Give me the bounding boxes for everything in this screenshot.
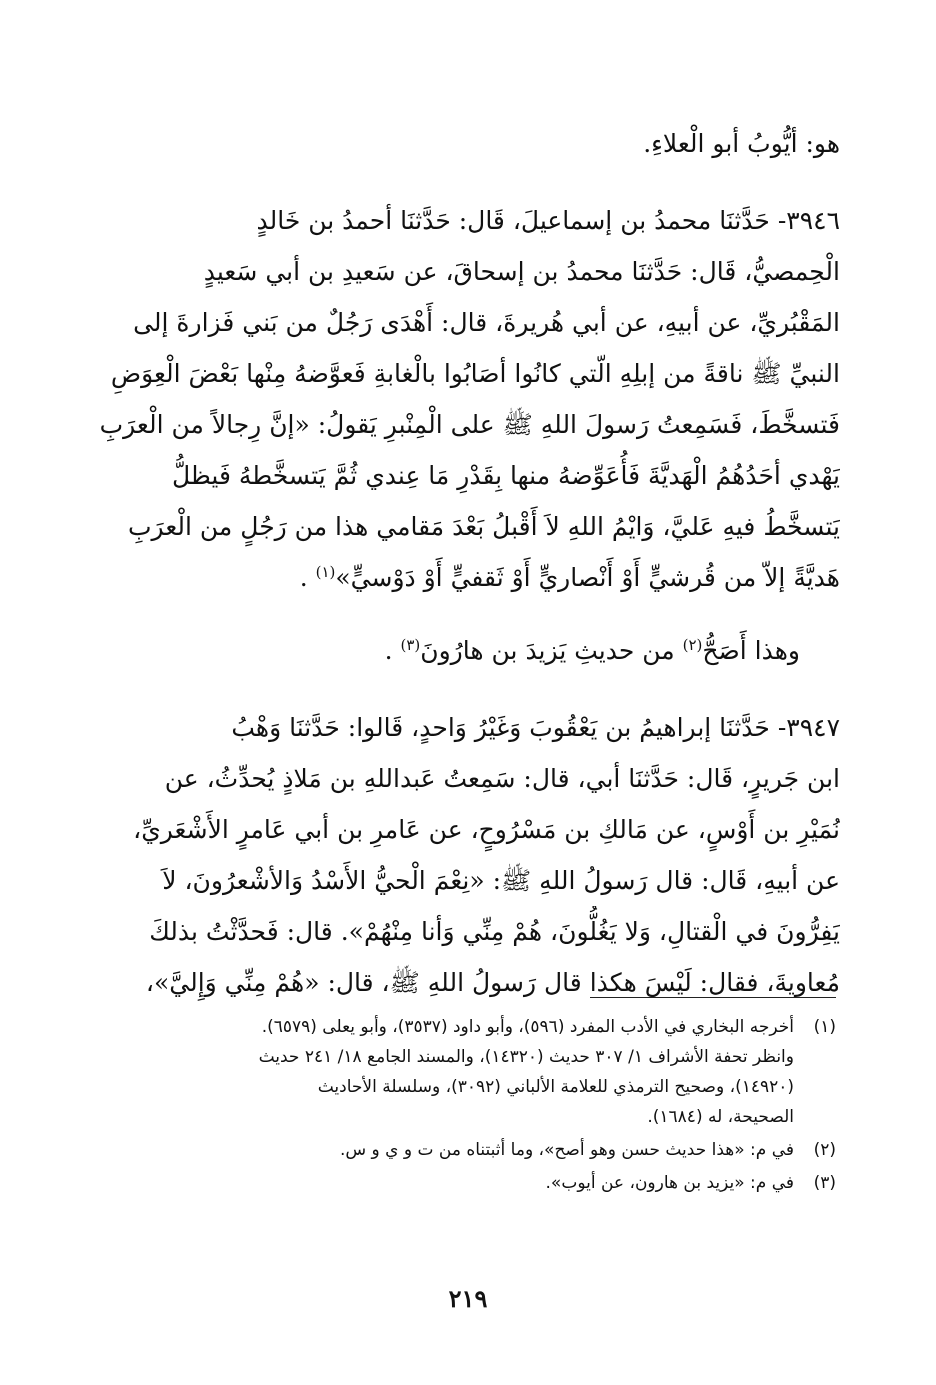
footnote-number: (٢) — [813, 1140, 836, 1160]
footnote-line: وانظر تحفة الأشراف ١/ ٣٠٧ حديث (١٤٣٢٠)، والمسند الجامع ١٨/ ٢٤١ حديث — [258, 1047, 794, 1067]
hadith-3946-last-line — [96, 552, 840, 603]
hadith-3946-line: ٣٩٤٦- حَدَّثنَا محمدُ بن إسماعيلَ، قَال: حَدَّثنَا أحمدُ بن خَالدٍ — [256, 206, 840, 235]
hadith-3946-line: الْحِمصيُّ، قَال: حَدَّثنَا محمدُ بن إسحاقَ، عن سَعيدِ بن أبي سَعيدٍ — [203, 257, 840, 286]
footnote-line: الصحيحة، له (١٦٨٤). — [647, 1107, 794, 1127]
line-end-punct: . — [299, 563, 316, 592]
hadith-3946-line: النبيِّ ﷺ ناقةً من إبلِهِ الّتي كانُوا أصَابُوا بالْغابةِ فَعوَّضهُ مِنْها بَعْضَ الْعِوَضِ — [110, 359, 840, 388]
footnote-line: في م: «يزيد بن هارون، عن أيوب». — [545, 1173, 794, 1193]
footnote-number: (٣) — [813, 1173, 836, 1193]
footnote-body — [96, 1168, 794, 1198]
hadith-3947-line: ابن جَريرٍ، قَال: حَدَّثنَا أبي، قال: سَمِعتُ عَبداللهِ بن مَلاذٍ يُحدِّثُ، عن — [164, 764, 840, 793]
intro-line: هو: أيُّوبُ أبو الْعلاءِ. — [643, 129, 840, 158]
main-text-block — [96, 118, 840, 1008]
intro-paragraph — [96, 118, 840, 169]
footnotes-block — [96, 1012, 836, 1201]
footnote-line: (١٤٩٢٠)، وصحيح الترمذي للعلامة الألباني (٣٠٩٢)، وسلسلة الأحاديث — [317, 1077, 794, 1097]
hadith-3947-line: ٣٩٤٧- حَدَّثنَا إبراهيمُ بن يَعْقُوبَ وَغَيْرُ وَاحدٍ، قَالوا: حَدَّثنَا وَهْبُ — [231, 713, 840, 742]
footnote-1 — [96, 1012, 836, 1132]
footnote-2 — [96, 1135, 836, 1165]
hadith-3946-line: يَهْدي أحَدُهُمُ الْهَديَّةَ فَأُعَوِّضهُ منها بِقَدْرِ مَا عِندي ثُمَّ يَتسخَّطهُ فَيظلُّ — [171, 461, 840, 490]
hadith-3947-line: مُعاويةَ، فقال: لَيْسَ هكذا قال رَسولُ اللهِ ﷺ، قال: «هُمْ مِنِّي وَإِليَّ»، — [145, 968, 840, 997]
footnote-marker-1: (١) — [315, 563, 336, 581]
paragraph-gap — [96, 603, 840, 625]
hadith-3947-line: عن أبيهِ، قَال: قال رَسولُ اللهِ ﷺ: «نِعْمَ الْحيُّ الأَسْدُ وَالأشْعرُونَ، لاَ — [162, 866, 840, 895]
footnote-line: أخرجه البخاري في الأدب المفرد (٥٩٦)، وأبو داود (٣٥٣٧)، وأبو يعلى (٦٥٧٩). — [261, 1017, 794, 1037]
paragraph-gap — [96, 169, 840, 195]
authenticity-note-line — [96, 625, 800, 676]
footnote-number: (١) — [813, 1017, 836, 1037]
footnote-marker-2: (٢) — [682, 636, 703, 654]
authenticity-note — [96, 625, 840, 676]
note-prefix: وهذا أَصَحُّ — [702, 636, 800, 665]
footnote-body — [96, 1135, 794, 1165]
hadith-3946-line: يَتسخَّطُ فيهِ عَليَّ، وَايْمُ اللهِ لاَ أَقْبلُ بَعْدَ مَقامي هذا من رَجُلٍ من الْعرَبِ — [128, 512, 840, 541]
footnote-divider — [590, 997, 836, 998]
footnote-line: في م: «هذا حديث حسن وهو أصح»، وما أثبتناه من ت و ي و س. — [339, 1140, 794, 1160]
note-middle: من حديثِ يَزيدَ بن هارُونَ — [420, 636, 683, 665]
footnote-3 — [96, 1168, 836, 1198]
footnote-marker-3: (٣) — [400, 636, 421, 654]
hadith-3947 — [96, 702, 840, 1008]
hadith-3946-line-text: هَديَّةً إلاّ من قُرشيٍّ أَوْ أَنْصاريٍّ أَوْ ثَقفيٍّ أَوْ دَوْسيٍّ» — [335, 563, 840, 592]
note-end: . — [384, 636, 401, 665]
footnote-body — [96, 1012, 794, 1132]
page-number: ٢١٩ — [448, 1284, 488, 1313]
hadith-3947-line: نُمَيْرِ بن أَوْسٍ، عن مَالكِ بن مَسْرُوحٍ، عن عَامرِ بن أبي عَامرٍ الأَشْعَريِّ، — [133, 815, 840, 844]
hadith-3946 — [96, 195, 840, 603]
hadith-3946-line: فَتسخَّطَ، فَسَمِعتُ رَسولَ اللهِ ﷺ على الْمِنْبرِ يَقولُ: «إنَّ رِجالاً من الْعرَبِ — [99, 410, 840, 439]
paragraph-gap — [96, 676, 840, 702]
hadith-3947-line: يَفِرُّونَ في الْقتالِ، وَلا يَغُلُّونَ، هُمْ مِنِّي وَأنا مِنْهُمْ». قال: فَحدَّثْتُ بذلكَ — [149, 917, 840, 946]
hadith-3946-line: المَقْبُريِّ، عن أبيهِ، عن أبي هُريرةَ، قال: أَهْدَى رَجُلٌ من بَني فَزارةَ إلى — [133, 308, 840, 337]
